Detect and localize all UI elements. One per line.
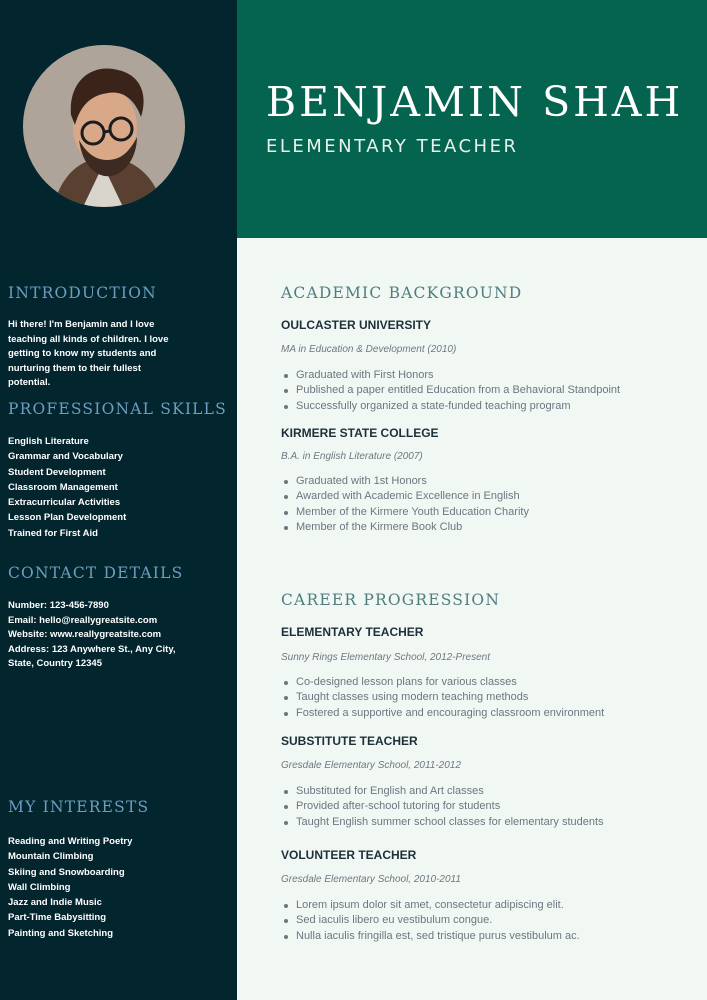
interest-item: Painting and Sketching xyxy=(8,927,114,939)
skill-item: Student Development xyxy=(8,466,106,478)
skill-item: Classroom Management xyxy=(8,481,118,493)
career-entry-bullets xyxy=(282,675,604,721)
academic-entry-bullets xyxy=(282,368,620,414)
candidate-role: ELEMENTARY TEACHER xyxy=(266,136,519,157)
interest-item: Skiing and Snowboarding xyxy=(8,866,125,878)
contact-address: Address: 123 Anywhere St., Any City, State, Country 12345 xyxy=(8,643,176,669)
bullet-item: Member of the Kirmere Book Club xyxy=(282,520,529,535)
interests-heading: MY INTERESTS xyxy=(8,798,150,816)
interest-item: Wall Climbing xyxy=(8,881,71,893)
bullet-item: Lorem ipsum dolor sit amet, consectetur adipiscing elit. xyxy=(282,898,580,913)
contact-email: Email: hello@reallygreatsite.com xyxy=(8,614,158,626)
skill-item: English Literature xyxy=(8,436,89,447)
bullet-item: Taught English summer school classes for elementary students xyxy=(282,815,604,830)
bullet-item: Substituted for English and Art classes xyxy=(282,784,604,799)
skill-item: Trained for First Aid xyxy=(8,527,98,539)
bullet-item: Provided after-school tutoring for students xyxy=(282,799,604,814)
introduction-text: Hi there! I'm Benjamin and I love teaching all kinds of children. I love getting to know my students and nurturing them to their fullest potential. xyxy=(8,319,169,388)
skill-item: Extracurricular Activities xyxy=(8,497,121,509)
academic-entry-title: KIRMERE STATE COLLEGE xyxy=(281,426,439,440)
interest-item: Jazz and Indie Music xyxy=(8,897,102,909)
career-heading: CAREER PROGRESSION xyxy=(281,591,501,609)
academic-entry-subtitle: MA in Education & Development (2010) xyxy=(281,344,457,355)
bullet-item: Taught classes using modern teaching methods xyxy=(282,690,604,705)
bullet-item: Successfully organized a state-funded teaching program xyxy=(282,399,620,414)
career-entry-bullets xyxy=(282,784,604,830)
contact-website: Website: www.reallygreatsite.com xyxy=(8,629,162,640)
interest-item: Part-Time Babysitting xyxy=(8,912,107,924)
interests-list xyxy=(8,834,132,941)
skill-item: Grammar and Vocabulary xyxy=(8,451,123,463)
career-entry-title: ELEMENTARY TEACHER xyxy=(281,625,424,639)
bullet-item: Published a paper entitled Education from a Behavioral Standpoint xyxy=(282,383,620,398)
career-entry-title: VOLUNTEER TEACHER xyxy=(281,848,417,862)
bullet-item: Nulla iaculis fringilla est, sed tristique purus vestibulum ac. xyxy=(282,929,580,944)
bullet-item: Co-designed lesson plans for various classes xyxy=(282,675,604,690)
career-entry-subtitle: Gresdale Elementary School, 2011-2012 xyxy=(281,760,461,771)
bullet-item: Fostered a supportive and encouraging classroom environment xyxy=(282,706,604,721)
contact-number: Number: 123-456-7890 xyxy=(8,600,109,611)
bullet-item: Awarded with Academic Excellence in English xyxy=(282,489,529,504)
academic-entry-bullets xyxy=(282,474,529,535)
contact-block xyxy=(8,599,178,672)
skills-heading: PROFESSIONAL SKILLS xyxy=(8,400,227,418)
academic-entry-title: OULCASTER UNIVERSITY xyxy=(281,318,432,332)
bullet-item: Graduated with 1st Honors xyxy=(282,474,529,489)
academic-heading: ACADEMIC BACKGROUND xyxy=(281,284,523,302)
career-entry-subtitle: Sunny Rings Elementary School, 2012-Present xyxy=(281,652,491,663)
career-entry-title: SUBSTITUTE TEACHER xyxy=(281,734,418,748)
bullet-item: Member of the Kirmere Youth Education Charity xyxy=(282,505,529,520)
candidate-name: BENJAMIN SHAH xyxy=(266,78,684,126)
bullet-item: Sed iaculis libero eu vestibulum congue. xyxy=(282,913,580,928)
profile-photo xyxy=(23,45,185,207)
interest-item: Mountain Climbing xyxy=(8,851,94,863)
contact-heading: CONTACT DETAILS xyxy=(8,564,184,582)
skill-item: Lesson Plan Development xyxy=(8,512,127,524)
profile-photo-illustration xyxy=(23,45,185,207)
career-entry-subtitle: Gresdale Elementary School, 2010-2011 xyxy=(281,874,461,885)
academic-entry-subtitle: B.A. in English Literature (2007) xyxy=(281,451,423,462)
career-entry-bullets xyxy=(282,898,580,944)
skills-list xyxy=(8,434,126,541)
bullet-item: Graduated with First Honors xyxy=(282,368,620,383)
interest-item: Reading and Writing Poetry xyxy=(8,836,133,847)
introduction-heading: INTRODUCTION xyxy=(8,284,157,302)
